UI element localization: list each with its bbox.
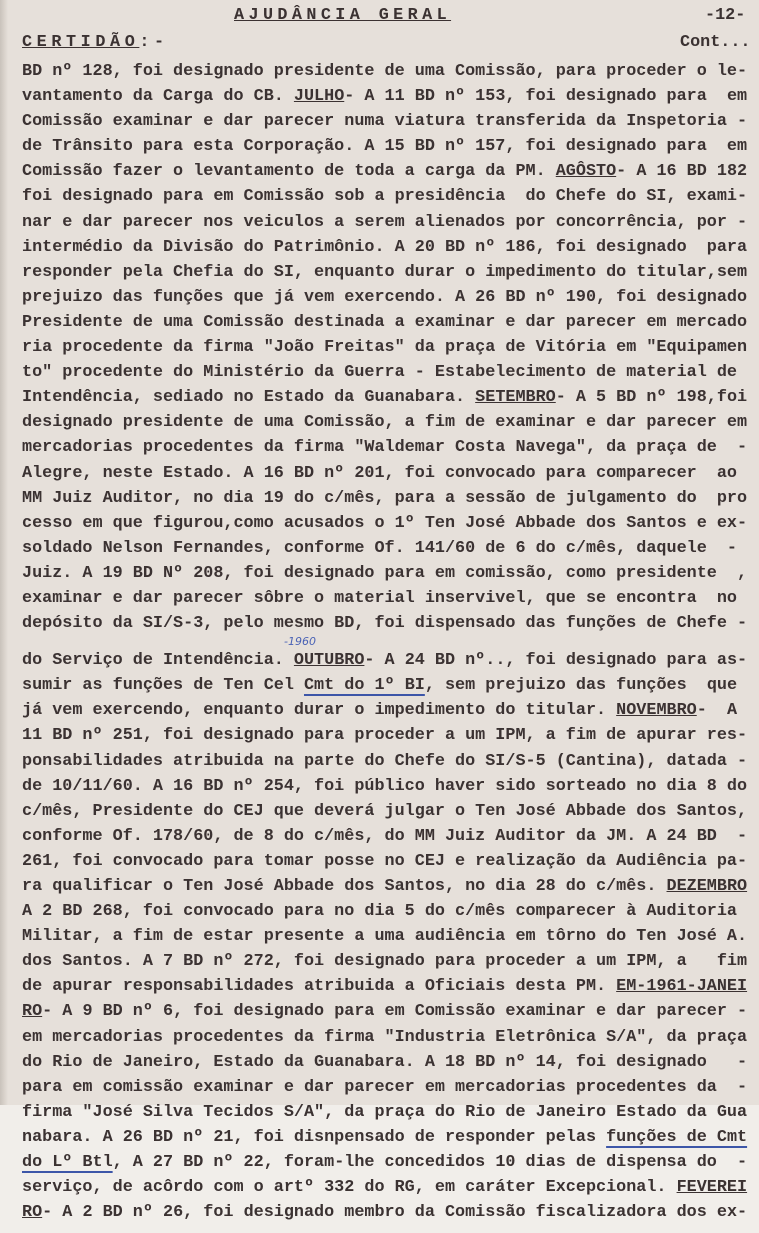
text-segment: Comissão fazer o levantamento de toda a carga da PM.	[22, 162, 556, 182]
section-title: CERTIDÃO	[22, 33, 140, 52]
text-line	[22, 109, 747, 134]
text-segment: cesso em que figurou,como acusados o 1º Ten José Abbade dos Santos e ex-	[22, 513, 748, 533]
text-segment: - A 11 BD nº 153, foi designado para em	[344, 87, 748, 107]
text-line	[22, 974, 747, 999]
text-segment: em mercadorias procedentes da firma "Industria Eletrônica S/A", da praça	[22, 1027, 748, 1047]
text-line	[22, 774, 747, 799]
text-segment: ria procedente da firma "João Freitas" da praça de Vitória em "Equipamen	[22, 338, 748, 358]
text-segment: Intendência, sediado no Estado da Guanabara.	[22, 388, 476, 408]
underlined-text: Cmt do 1º BI	[303, 676, 425, 696]
text-line	[22, 1200, 747, 1225]
text-segment: Comissão examinar e dar parecer numa viatura transferida da Inspetoria -	[22, 112, 748, 132]
text-line	[22, 874, 747, 899]
underlined-text: do Lº Btl	[22, 1153, 113, 1173]
text-segment: vantamento da Carga do CB.	[22, 87, 294, 107]
text-line	[22, 536, 747, 561]
text-segment: dos Santos. A 7 BD nº 272, foi designado para proceder a um IPM, a fim	[22, 952, 748, 972]
text-segment: - A	[696, 701, 738, 721]
text-line	[22, 360, 747, 385]
text-line	[22, 184, 747, 209]
underlined-text: OUTUBRO	[293, 651, 365, 671]
text-segment: Alegre, neste Estado. A 16 BD nº 201, foi convocado para comparecer ao	[22, 463, 737, 483]
text-segment: foi designado para em Comissão sob a presidência do Chefe do SI, exami-	[22, 187, 748, 207]
text-line	[22, 723, 747, 748]
text-line	[22, 749, 747, 774]
text-line	[22, 1125, 747, 1150]
text-segment: para em comissão examinar e dar parecer em mercadorias procedentes da -	[22, 1077, 748, 1097]
text-line	[22, 824, 747, 849]
text-line	[22, 924, 747, 949]
text-line	[22, 159, 747, 184]
underlined-text: DEZEMBRO	[666, 877, 748, 896]
text-line	[22, 1050, 747, 1075]
text-line	[22, 134, 747, 159]
text-segment: to" procedente do Ministério da Guerra - Estabelecimento de material de	[22, 363, 737, 383]
text-segment: , A 27 BD nº 22, foram-lhe concedidos 10 dias de dispensa do -	[112, 1153, 748, 1173]
text-segment: já vem exercendo, enquanto durar o impedimento do titular.	[22, 701, 617, 721]
text-segment: 11 BD nº 251, foi designado para proceder a um IPM, a fim de apurar res-	[22, 726, 748, 746]
document-title: AJUDÂNCIA GERAL	[234, 6, 452, 25]
text-line	[22, 435, 747, 460]
text-line	[22, 698, 747, 723]
text-line	[22, 673, 747, 698]
underlined-text: FEVEREI	[676, 1178, 748, 1198]
text-line	[22, 511, 747, 536]
text-segment: do Serviço de Intendência.	[22, 651, 294, 671]
underlined-text: RO	[22, 1002, 43, 1022]
text-line	[22, 611, 747, 636]
text-line	[22, 1100, 747, 1125]
text-line	[22, 210, 747, 235]
underlined-text: EM-1961-JANEI	[616, 977, 748, 997]
text-segment: do Rio de Janeiro, Estado da Guanabara. A 18 BD nº 14, foi designado -	[22, 1052, 748, 1072]
text-line	[22, 648, 747, 673]
text-segment: intermédio da Divisão do Patrimônio. A 20 BD nº 186, foi designado para	[22, 237, 748, 257]
text-segment: nabara. A 26 BD nº 21, foi disnpensado de responder pelas	[22, 1127, 607, 1147]
text-line	[22, 949, 747, 974]
text-segment: conforme Of. 178/60, de 8 do c/mês, do MM Juiz Auditor da JM. A 24 BD -	[22, 826, 748, 846]
text-line	[22, 461, 747, 486]
section-suffix: :-	[139, 33, 169, 52]
text-segment: Juiz. A 19 BD Nº 208, foi designado para em comissão, como presidente ,	[22, 563, 748, 583]
text-line	[22, 899, 747, 924]
text-segment: Militar, a fim de estar presente a uma audiência em tôrno do Ten José A.	[22, 927, 748, 947]
text-segment: designado presidente de uma Comissão, a fim de examinar e dar parecer em	[22, 413, 748, 433]
text-line	[22, 486, 747, 511]
text-segment: - A 16 BD 182	[616, 162, 748, 182]
underlined-text: NOVEMBRO	[616, 701, 697, 721]
text-segment: mercadorias procedentes da firma "Waldemar Costa Navega", da praça de -	[22, 438, 748, 458]
text-line	[22, 586, 747, 611]
text-line	[22, 1025, 747, 1050]
text-segment: depósito da SI/S-3, pelo mesmo BD, foi dispensado das funções de Chefe -	[22, 614, 748, 634]
text-line	[22, 849, 747, 874]
text-line	[22, 235, 747, 260]
text-segment: ponsabilidades atribuida na parte do Chefe do SI/S-5 (Cantina), datada -	[22, 751, 748, 771]
text-segment: - A 5 BD nº 198,foi	[555, 388, 748, 408]
text-segment: , sem prejuizo das funções que	[424, 676, 738, 696]
text-line	[22, 561, 747, 586]
text-segment: ra qualificar o Ten José Abbade dos Santos, no dia 28 do c/mês.	[22, 877, 667, 896]
text-segment: sumir as funções de Ten Cel	[22, 676, 304, 696]
continued-label: Cont...	[680, 33, 751, 52]
text-segment: de apurar responsabilidades atribuida a Oficiais desta PM.	[22, 977, 617, 997]
page-edge-shadow	[0, 0, 8, 1105]
text-line	[22, 285, 747, 310]
text-line	[22, 1075, 747, 1100]
text-segment: - A 9 BD nº 6, foi designado para em Comissão examinar e dar parecer -	[42, 1002, 748, 1022]
text-segment: BD nº 128, foi designado presidente de uma Comissão, para proceder o le-	[22, 62, 748, 81]
text-line	[22, 799, 747, 824]
text-line	[22, 335, 747, 360]
text-segment: MM Juiz Auditor, no dia 19 do c/mês, para a sessão de julgamento do pro	[22, 488, 748, 508]
text-segment: 261, foi convocado para tomar posse no CEJ e realização da Audiência pa-	[22, 851, 748, 871]
text-segment: c/mês, Presidente do CEJ que deverá julgar o Ten José Abbade dos Santos,	[22, 801, 748, 821]
section-heading	[22, 33, 169, 52]
text-segment: firma "José Silva Tecidos S/A", da praça do Rio de Janeiro Estado da Gua	[22, 1102, 748, 1122]
text-line	[22, 385, 747, 410]
text-segment: de 10/11/60. A 16 BD nº 254, foi público haver sido sorteado no dia 8 do	[22, 776, 748, 796]
document-body	[22, 59, 747, 1225]
text-line	[22, 310, 747, 335]
text-line	[22, 59, 747, 84]
handwritten-note: -1960	[284, 635, 316, 649]
underlined-text: RO	[22, 1203, 43, 1223]
text-segment: soldado Nelson Fernandes, conforme Of. 141/60 de 6 do c/mês, daquele -	[22, 538, 737, 558]
text-line	[22, 410, 747, 435]
underlined-text: JULHO	[293, 87, 345, 107]
page-number: -12-	[705, 6, 746, 25]
text-segment: - A 2 BD nº 26, foi designado membro da Comissão fiscalizadora dos ex-	[42, 1203, 748, 1223]
text-line	[22, 260, 747, 285]
text-line	[22, 1175, 747, 1200]
text-segment: de Trânsito para esta Corporação. A 15 BD nº 157, foi designado para em	[22, 137, 748, 157]
text-line	[22, 1150, 747, 1175]
text-segment: examinar e dar parecer sôbre o material inservivel, que se encontra no	[22, 588, 737, 608]
text-segment: Presidente de uma Comissão destinada a examinar e dar parecer em mercado	[22, 312, 748, 332]
text-line	[22, 84, 747, 109]
text-segment: serviço, de acôrdo com o artº 332 do RG, em caráter Excepcional.	[22, 1178, 677, 1198]
text-segment: responder pela Chefia do SI, enquanto durar o impedimento do titular,sem	[22, 262, 748, 282]
text-segment: A 2 BD 268, foi convocado para no dia 5 do c/mês comparecer à Auditoria	[22, 902, 737, 922]
text-line	[22, 999, 747, 1024]
text-segment: prejuizo das funções que já vem exercendo. A 26 BD nº 190, foi designado	[22, 287, 748, 307]
underlined-text: SETEMBRO	[475, 388, 556, 408]
underlined-text: AGÔSTO	[555, 162, 617, 182]
text-segment: - A 24 BD nº.., foi designado para as-	[364, 651, 748, 671]
underlined-text: funções de Cmt	[606, 1127, 748, 1147]
text-segment: nar e dar parecer nos veiculos a serem alienados por concorrência, por -	[22, 212, 748, 232]
